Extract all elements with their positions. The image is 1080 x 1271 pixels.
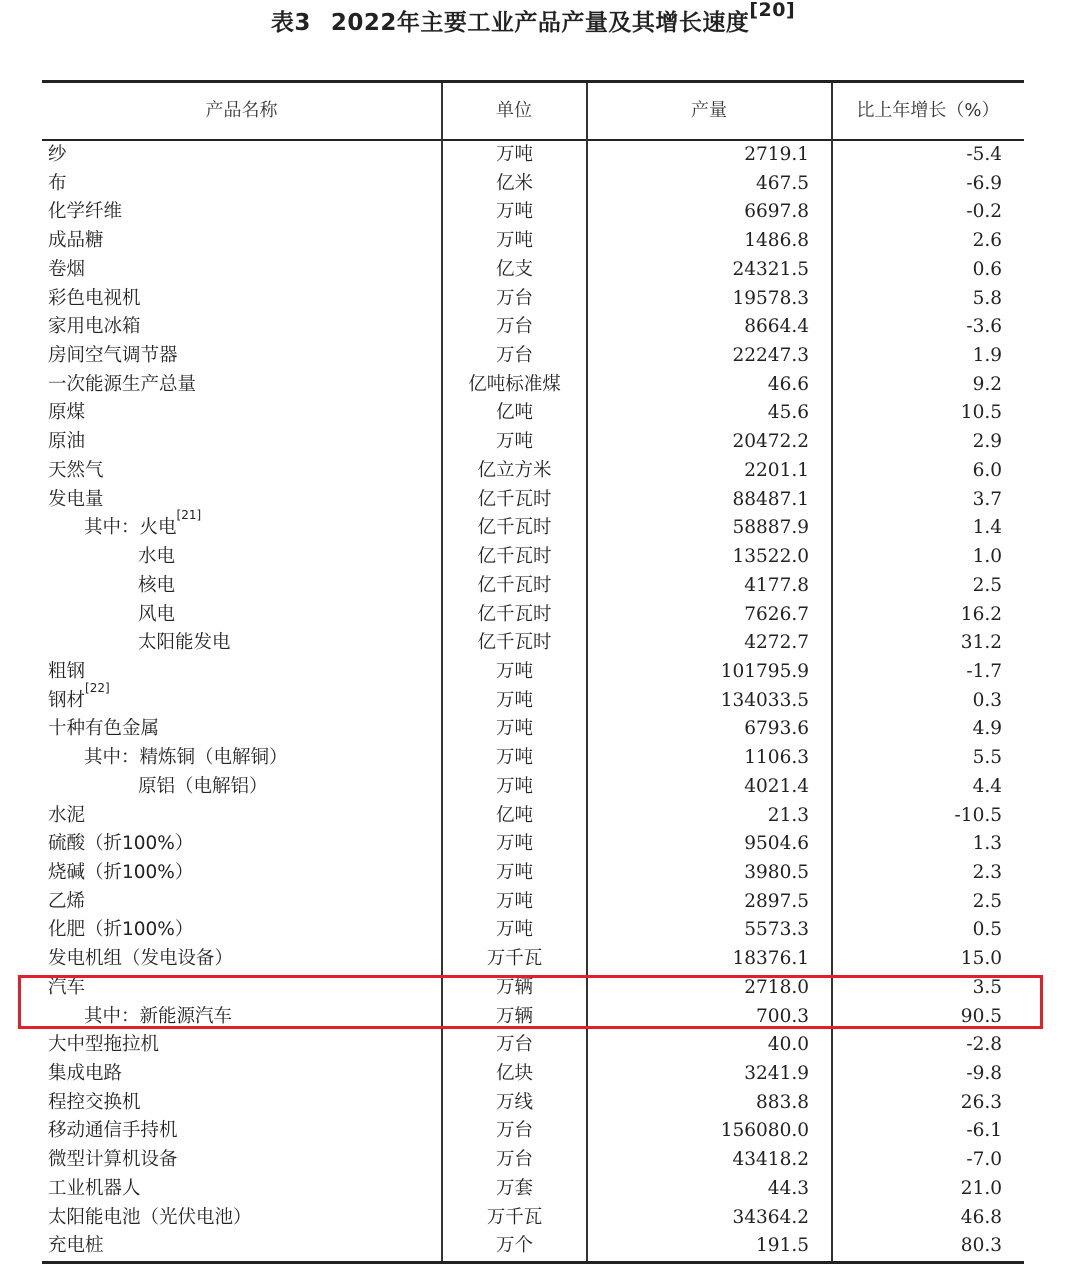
table-row — [42, 371, 1024, 400]
unit-cell: 万吨 — [495, 861, 533, 883]
growth-cell: 6.0 — [972, 459, 1002, 481]
unit-cell: 万辆 — [495, 976, 533, 998]
production-cell: 883.8 — [756, 1091, 809, 1113]
table-row — [42, 916, 1024, 945]
header-unit: 单位 — [496, 100, 532, 121]
product-name — [48, 313, 141, 342]
unit-cell: 万吨 — [495, 201, 533, 223]
product-name — [48, 227, 104, 256]
growth-cell: 0.3 — [972, 689, 1002, 711]
unit-cell: 亿立方米 — [477, 459, 552, 481]
growth-cell: -0.2 — [966, 201, 1002, 223]
production-cell: 44.3 — [767, 1177, 809, 1199]
product-name — [138, 773, 268, 802]
table-row — [42, 830, 1024, 859]
table-row — [42, 1146, 1024, 1175]
table-row — [42, 629, 1024, 658]
product-name — [48, 1060, 122, 1089]
growth-cell: 31.2 — [960, 632, 1002, 654]
product-name-text: 太阳能发电 — [138, 632, 231, 654]
growth-cell: 16.2 — [960, 603, 1002, 625]
product-name-text: 十种有色金属 — [48, 718, 160, 740]
table-row — [42, 198, 1024, 227]
product-name — [48, 1204, 252, 1233]
product-name — [48, 1232, 104, 1261]
production-cell: 6697.8 — [744, 201, 809, 223]
table-row — [42, 680, 1024, 716]
product-name-text: 移动通信手持机 — [48, 1120, 178, 1142]
product-name-text: 彩色电视机 — [48, 287, 141, 309]
title-footnote: [20] — [749, 0, 796, 21]
product-name — [84, 744, 288, 773]
growth-cell: 5.8 — [972, 287, 1002, 309]
production-cell: 467.5 — [756, 172, 809, 194]
product-name-text: 房间空气调节器 — [48, 345, 178, 367]
unit-cell: 万吨 — [495, 890, 533, 912]
product-name — [48, 802, 85, 831]
table-body — [42, 141, 1024, 1261]
production-cell: 46.6 — [767, 373, 809, 395]
product-name-text: 其中：火电 — [84, 517, 177, 539]
product-name-text: 核电 — [138, 574, 176, 596]
footnote-marker: [21] — [176, 508, 202, 523]
growth-cell: -1.7 — [966, 660, 1002, 682]
growth-cell: -6.9 — [966, 172, 1002, 194]
product-name-text: 一次能源生产总量 — [48, 373, 197, 395]
product-name — [48, 1146, 178, 1175]
unit-cell: 亿吨 — [495, 804, 533, 826]
growth-cell: 26.3 — [960, 1091, 1002, 1113]
product-name-text: 水泥 — [48, 804, 86, 826]
unit-cell: 万吨 — [495, 431, 533, 453]
table-row — [42, 342, 1024, 371]
product-name-text: 其中：新能源汽车 — [84, 1005, 233, 1027]
product-name-text: 原煤 — [48, 402, 86, 424]
table-row — [42, 1031, 1024, 1060]
product-name-text: 工业机器人 — [48, 1177, 141, 1199]
unit-cell: 万台 — [495, 287, 533, 309]
table-row — [42, 744, 1024, 773]
unit-cell: 亿块 — [495, 1063, 533, 1084]
product-name-text: 太阳能电池（光伏电池） — [48, 1206, 252, 1228]
table-row — [42, 457, 1024, 486]
production-cell: 88487.1 — [732, 488, 809, 510]
unit-cell: 亿千瓦时 — [477, 488, 552, 510]
production-cell: 2719.1 — [744, 144, 809, 165]
product-name-text: 汽车 — [48, 976, 86, 998]
unit-cell: 万吨 — [495, 144, 533, 165]
unit-cell: 万套 — [495, 1177, 533, 1199]
unit-cell: 万吨 — [495, 775, 533, 797]
product-name-text: 布 — [48, 172, 67, 194]
product-name-text: 水电 — [138, 546, 176, 568]
header-product-name: 产品名称 — [205, 100, 278, 121]
product-name-text: 化肥（折100%） — [48, 919, 194, 941]
production-cell: 134033.5 — [720, 689, 809, 711]
growth-cell: -5.4 — [966, 144, 1002, 165]
growth-cell: 2.3 — [972, 861, 1002, 883]
unit-cell: 万线 — [495, 1091, 533, 1113]
product-name-text: 烧碱（折100%） — [48, 861, 194, 883]
production-cell: 3980.5 — [744, 861, 809, 883]
production-cell: 700.3 — [756, 1005, 809, 1027]
product-name — [48, 285, 141, 314]
table-row — [42, 572, 1024, 601]
product-name-text: 原油 — [48, 431, 86, 453]
growth-cell: 2.5 — [972, 574, 1002, 596]
product-name — [48, 1089, 141, 1118]
product-name — [48, 1117, 178, 1146]
unit-cell: 亿千瓦时 — [477, 546, 552, 568]
product-name — [48, 256, 85, 285]
production-cell: 191.5 — [756, 1235, 809, 1257]
production-cell: 101795.9 — [720, 660, 809, 682]
production-cell: 18376.1 — [732, 948, 809, 970]
unit-cell: 亿千瓦时 — [477, 603, 552, 625]
table-row — [42, 508, 1024, 543]
growth-cell: 0.5 — [972, 919, 1002, 941]
table-row — [42, 399, 1024, 428]
table-row — [42, 658, 1024, 687]
production-cell: 1106.3 — [744, 747, 809, 769]
table-title: 2022年主要工业产品产量及其增长速度 — [330, 10, 750, 36]
production-cell: 45.6 — [767, 402, 809, 424]
growth-cell: 0.6 — [972, 258, 1002, 280]
unit-cell: 万个 — [495, 1235, 533, 1257]
product-name — [84, 508, 202, 543]
production-cell: 9504.6 — [744, 833, 809, 855]
table-row — [42, 428, 1024, 457]
product-name-text: 天然气 — [48, 459, 104, 481]
unit-cell: 万辆 — [495, 1005, 533, 1027]
unit-cell: 亿米 — [495, 172, 533, 194]
table-number: 表3 — [270, 10, 311, 36]
production-cell: 21.3 — [767, 804, 809, 826]
growth-cell: -9.8 — [966, 1063, 1002, 1084]
product-name-text: 家用电冰箱 — [48, 316, 141, 338]
product-name — [84, 1003, 232, 1032]
product-name — [48, 486, 104, 515]
growth-cell: 4.4 — [972, 775, 1002, 797]
unit-cell: 万台 — [495, 1120, 533, 1142]
growth-cell: 3.7 — [972, 488, 1002, 510]
table-row — [42, 313, 1024, 342]
product-name — [48, 680, 110, 716]
unit-cell: 万吨 — [495, 718, 533, 740]
table-row — [42, 285, 1024, 314]
production-cell: 5573.3 — [744, 919, 809, 941]
production-cell: 34364.2 — [732, 1206, 809, 1228]
product-name-text: 其中：精炼铜（电解铜） — [84, 747, 288, 769]
unit-cell: 万吨 — [495, 919, 533, 941]
unit-cell: 万吨 — [495, 689, 533, 711]
table-row — [42, 1089, 1024, 1118]
production-cell: 7626.7 — [744, 603, 809, 625]
product-name — [48, 198, 122, 227]
product-name-text: 化学纤维 — [48, 201, 123, 223]
unit-cell: 万吨 — [495, 747, 533, 769]
table-row — [42, 859, 1024, 888]
table-row — [42, 715, 1024, 744]
unit-cell: 万台 — [495, 1149, 533, 1171]
product-name — [48, 859, 193, 888]
product-name — [48, 342, 178, 371]
table-row — [42, 227, 1024, 256]
product-name — [48, 371, 196, 400]
product-name-text: 乙烯 — [48, 890, 86, 912]
table-bottom-rule — [42, 1261, 1024, 1264]
unit-cell: 亿千瓦时 — [477, 574, 552, 596]
table-row — [42, 1204, 1024, 1233]
unit-cell: 亿吨标准煤 — [468, 373, 561, 395]
product-name-text: 硫酸（折100%） — [48, 833, 194, 855]
header-production: 产量 — [691, 100, 727, 121]
product-name — [48, 974, 85, 1003]
unit-cell: 亿支 — [495, 258, 533, 280]
growth-cell: -7.0 — [966, 1149, 1002, 1171]
table-row — [42, 773, 1024, 802]
table-row — [42, 1175, 1024, 1204]
growth-cell: 2.9 — [972, 431, 1002, 453]
unit-cell: 万台 — [495, 316, 533, 338]
growth-cell: -6.1 — [966, 1120, 1002, 1142]
product-name — [138, 572, 175, 601]
growth-cell: 2.5 — [972, 890, 1002, 912]
table-row — [42, 1232, 1024, 1261]
growth-cell: 2.6 — [972, 230, 1002, 252]
growth-cell: 15.0 — [960, 948, 1002, 970]
table-row — [42, 1117, 1024, 1146]
product-name — [48, 888, 85, 917]
table-row — [42, 945, 1024, 974]
production-cell: 4177.8 — [744, 574, 809, 596]
product-name-text: 纱 — [48, 144, 67, 165]
unit-cell: 亿千瓦时 — [477, 517, 552, 539]
product-name — [48, 658, 85, 687]
production-cell: 13522.0 — [732, 546, 809, 568]
growth-cell: 10.5 — [960, 402, 1002, 424]
growth-cell: -2.8 — [966, 1034, 1002, 1056]
table-row — [42, 256, 1024, 285]
growth-cell: 4.9 — [972, 718, 1002, 740]
production-cell: 2201.1 — [744, 459, 809, 481]
unit-cell: 亿千瓦时 — [477, 632, 552, 654]
production-cell: 4272.7 — [744, 632, 809, 654]
table-row — [42, 543, 1024, 572]
production-cell: 3241.9 — [744, 1063, 809, 1084]
unit-cell: 万台 — [495, 345, 533, 367]
product-name-text: 大中型拖拉机 — [48, 1034, 160, 1056]
unit-cell: 万千瓦 — [486, 1206, 543, 1228]
product-name-text: 卷烟 — [48, 258, 86, 280]
unit-cell: 万吨 — [495, 833, 533, 855]
footnote-marker: [22] — [85, 680, 110, 695]
table-row — [42, 1003, 1024, 1032]
production-cell: 24321.5 — [732, 258, 809, 280]
page-title — [0, 0, 1066, 37]
product-name-text: 发电机组（发电设备） — [48, 948, 234, 970]
table-row — [42, 170, 1024, 199]
product-name — [48, 916, 193, 945]
table-row — [42, 141, 1024, 170]
production-cell: 58887.9 — [732, 517, 809, 539]
growth-cell: 80.3 — [960, 1235, 1002, 1257]
table-row — [42, 802, 1024, 831]
growth-cell: 5.5 — [972, 747, 1002, 769]
production-cell: 156080.0 — [720, 1120, 809, 1142]
production-cell: 2897.5 — [744, 890, 809, 912]
growth-cell: 1.9 — [972, 345, 1002, 367]
product-name-text: 粗钢 — [48, 660, 86, 682]
production-cell: 40.0 — [767, 1034, 809, 1056]
unit-cell: 亿吨 — [495, 402, 533, 424]
product-name — [138, 601, 175, 630]
product-name-text: 成品糖 — [48, 230, 104, 252]
production-cell: 6793.6 — [744, 718, 809, 740]
growth-cell: 1.4 — [972, 517, 1002, 539]
product-name-text: 微型计算机设备 — [48, 1149, 178, 1171]
unit-cell: 万吨 — [495, 660, 533, 682]
production-cell: 20472.2 — [732, 431, 809, 453]
product-name — [48, 428, 85, 457]
growth-cell: 3.5 — [972, 976, 1002, 998]
table-row — [42, 1060, 1024, 1089]
growth-cell: -3.6 — [966, 316, 1002, 338]
product-name-text: 原铝（电解铝） — [138, 775, 268, 797]
production-cell: 22247.3 — [732, 345, 809, 367]
header-growth: 比上年增长（%） — [856, 100, 1000, 121]
growth-cell: 21.0 — [960, 1177, 1002, 1199]
unit-cell: 万台 — [495, 1034, 533, 1056]
product-name-text: 集成电路 — [48, 1063, 123, 1084]
table-row — [42, 974, 1024, 1003]
table-row — [42, 601, 1024, 630]
growth-cell: -10.5 — [954, 804, 1002, 826]
production-cell: 1486.8 — [744, 230, 809, 252]
growth-cell: 90.5 — [960, 1005, 1002, 1027]
growth-cell: 46.8 — [960, 1206, 1002, 1228]
production-cell: 19578.3 — [732, 287, 809, 309]
product-name — [48, 830, 193, 859]
product-name — [48, 1175, 141, 1204]
production-cell: 8664.4 — [744, 316, 809, 338]
product-name — [48, 945, 233, 974]
product-name — [48, 399, 85, 428]
product-name — [138, 543, 175, 572]
growth-cell: 9.2 — [972, 373, 1002, 395]
product-name — [48, 141, 67, 170]
production-cell: 2718.0 — [744, 976, 809, 998]
growth-cell: 1.0 — [972, 546, 1002, 568]
product-name — [48, 457, 104, 486]
product-name — [48, 170, 67, 199]
unit-cell: 万千瓦 — [486, 948, 543, 970]
table-row — [42, 888, 1024, 917]
product-name-text: 发电量 — [48, 488, 104, 510]
production-cell: 4021.4 — [744, 775, 809, 797]
product-name-text: 风电 — [138, 603, 176, 625]
product-name-text: 程控交换机 — [48, 1091, 141, 1113]
growth-cell: 1.3 — [972, 833, 1002, 855]
product-name-text: 钢材 — [48, 689, 86, 711]
product-name — [48, 715, 159, 744]
product-name — [138, 629, 231, 658]
product-name-text: 充电桩 — [48, 1235, 104, 1257]
unit-cell: 万吨 — [495, 230, 533, 252]
product-name — [48, 1031, 159, 1060]
production-cell: 43418.2 — [732, 1149, 809, 1171]
